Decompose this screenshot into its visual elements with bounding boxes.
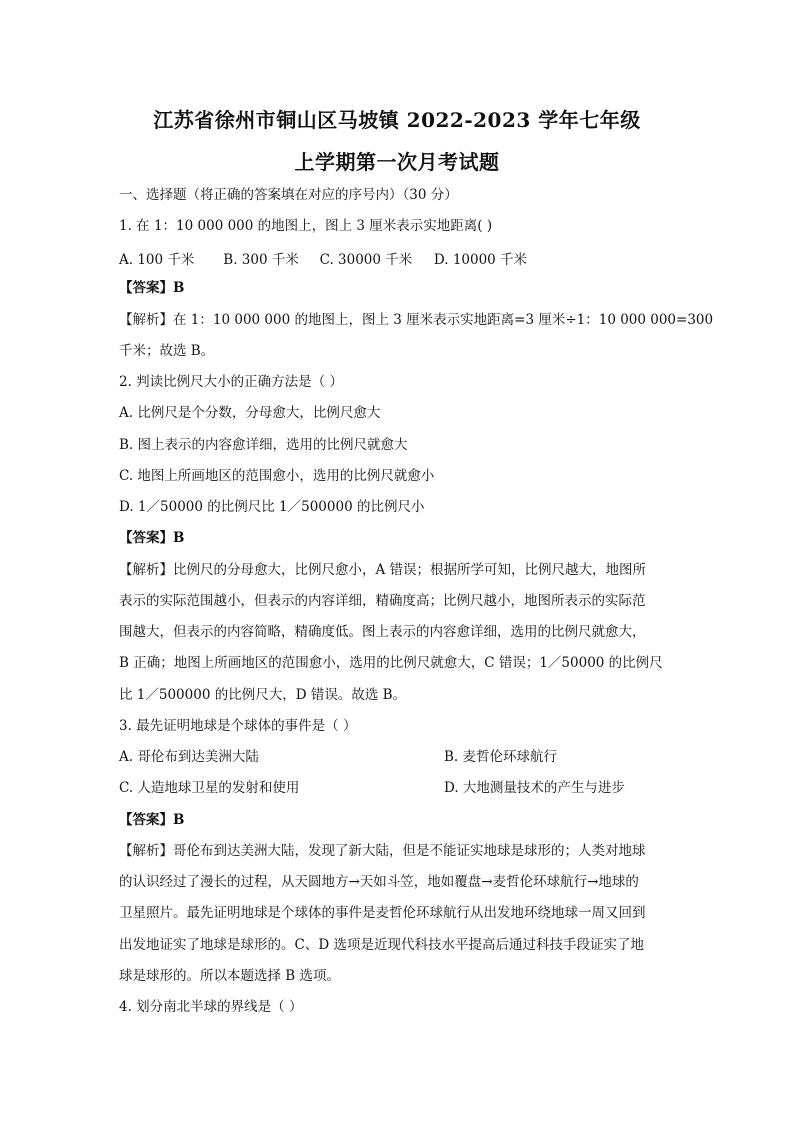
q3-analysis-line2: 的认识经过了漫长的过程，从天圆地方→天如斗笠，地如覆盘→麦哲伦环球航行→地球的 bbox=[119, 874, 639, 890]
q1-option-a: A. 100 千米 bbox=[119, 252, 195, 268]
q2-option-d: D. 1／50000 的比例尺比 1／500000 的比例尺小 bbox=[119, 499, 425, 515]
q2-analysis-line1: 【解析】比例尺的分母愈大，比例尺愈小，A 错误；根据所学可知，比例尺越大，地图所 bbox=[119, 562, 647, 578]
q3-option-d: D. 大地测量技术的产生与进步 bbox=[444, 780, 625, 796]
q3-option-b: B. 麦哲伦环球航行 bbox=[444, 749, 558, 765]
section-heading: 一、选择题（将正确的答案填在对应的序号内）（30 分） bbox=[119, 187, 458, 203]
q3-analysis-line4: 出发地证实了地球是球形的。C、D 选项是近现代科技水平提高后通过科技手段证实了地 bbox=[119, 937, 644, 953]
q2-answer: 【答案】B bbox=[119, 530, 185, 546]
q2-analysis-line3: 围越大，但表示的内容简略，精确度低。图上表示的内容愈详细，选用的比例尺就愈大， bbox=[119, 624, 646, 640]
q2-analysis-line5: 比 1／500000 的比例尺大，D 错误。故选 B。 bbox=[119, 687, 407, 703]
q4-stem: 4. 划分南北半球的界线是（ ） bbox=[119, 999, 303, 1015]
q3-stem: 3. 最先证明地球是个球体的事件是（ ） bbox=[119, 718, 357, 734]
q2-analysis-line2: 表示的实际范围越小，但表示的内容详细，精确度高；比例尺越小，地图所表示的实际范 bbox=[119, 593, 646, 609]
q3-option-c: C. 人造地球卫星的发射和使用 bbox=[119, 780, 300, 796]
q1-option-b: B. 300 千米 bbox=[223, 252, 299, 268]
q1-analysis-line1: 【解析】在 1：10 000 000 的地图上，图上 3 厘米表示实地距离=3 厘米÷1：10 000 000=300 bbox=[119, 312, 714, 328]
q1-option-d: D. 10000 千米 bbox=[433, 252, 528, 268]
q1-option-c: C. 30000 千米 bbox=[319, 252, 413, 268]
q2-option-a: A. 比例尺是个分数，分母愈大，比例尺愈大 bbox=[119, 405, 381, 421]
q2-option-c: C. 地图上所画地区的范围愈小，选用的比例尺就愈小 bbox=[119, 468, 435, 484]
q3-analysis-line5: 球是球形的。所以本题选择 B 选项。 bbox=[119, 968, 341, 984]
q3-answer: 【答案】B bbox=[119, 812, 185, 828]
q2-stem: 2. 判读比例尺大小的正确方法是（ ） bbox=[119, 374, 343, 390]
q1-answer: 【答案】B bbox=[119, 280, 185, 296]
q2-analysis-line4: B 正确；地图上所画地区的范围愈小，选用的比例尺就愈大，C 错误；1／50000 的比例尺 bbox=[119, 655, 663, 671]
q3-option-a: A. 哥伦布到达美洲大陆 bbox=[119, 749, 259, 765]
q1-stem: 1. 在 1：10 000 000 的地图上，图上 3 厘米表示实地距离( ) bbox=[119, 218, 493, 234]
q3-analysis-line3: 卫星照片。最先证明地球是个球体的事件是麦哲伦环球航行从出发地环绕地球一周又回到 bbox=[119, 905, 646, 921]
q1-analysis-line2: 千米；故选 B。 bbox=[119, 343, 215, 359]
q1-options bbox=[119, 248, 527, 268]
exam-title-line2: 上学期第一次月考试题 bbox=[294, 150, 500, 174]
q3-analysis-line1: 【解析】哥伦布到达美洲大陆，发现了新大陆，但是不能证实地球是球形的；人类对地球 bbox=[119, 843, 646, 859]
exam-title-line1: 江苏省徐州市铜山区马坡镇 2022-2023 学年七年级 bbox=[153, 108, 641, 132]
q2-option-b: B. 图上表示的内容愈详细，选用的比例尺就愈大 bbox=[119, 437, 408, 453]
